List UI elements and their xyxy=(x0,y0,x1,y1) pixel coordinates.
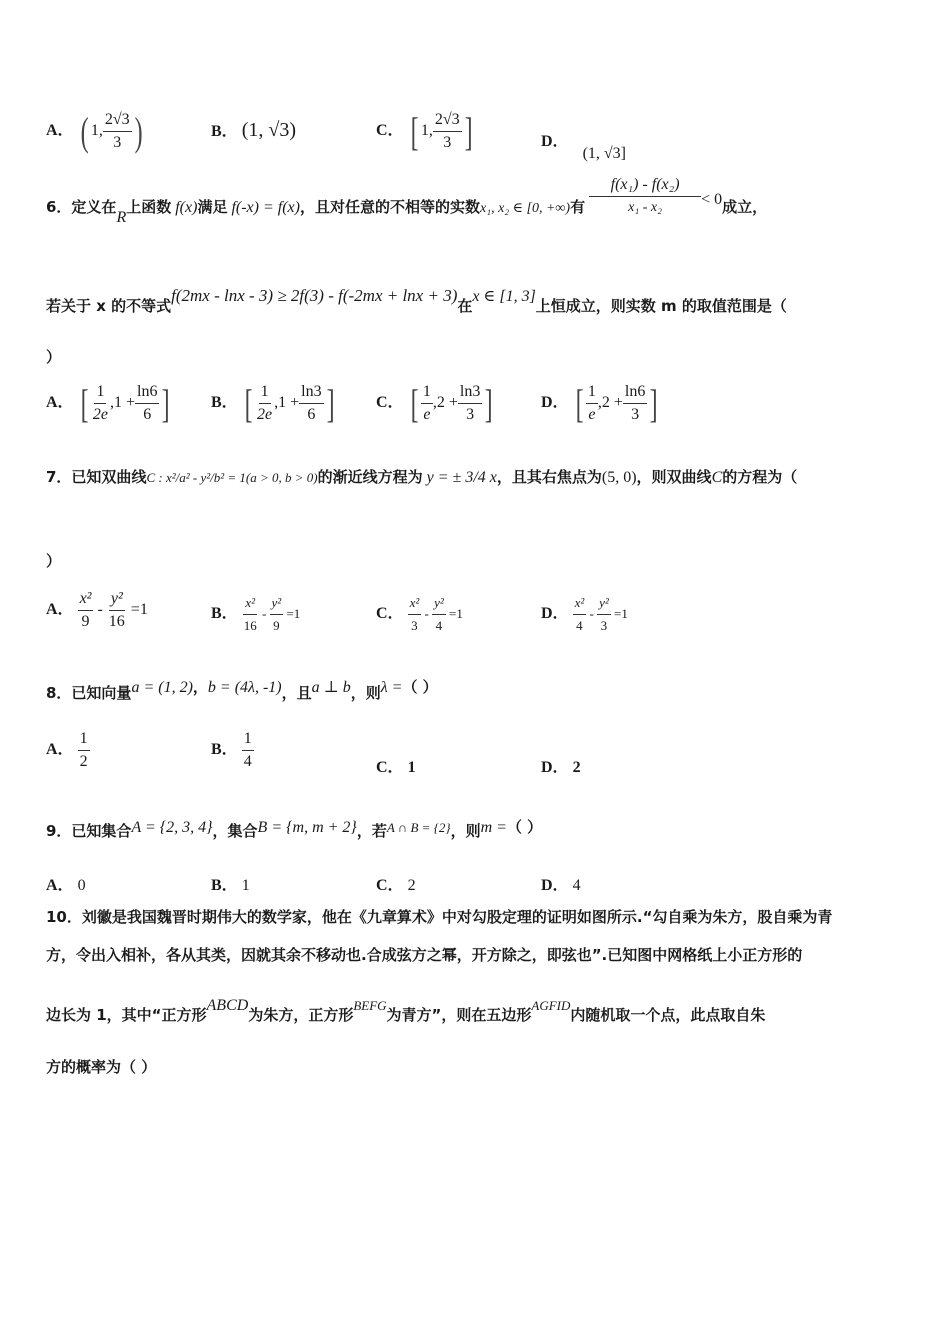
q10-AGFID: AGFID xyxy=(531,998,571,1013)
q9-text: ，集合 xyxy=(212,822,258,840)
q8-text: 8．已知向量 xyxy=(46,684,132,702)
q10-line1: 10．刘徽是我国魏晋时期伟大的数学家，他在《九章算术》中对勾股定理的证明如图所示.“勾自乘为朱方，股自乘为青 xyxy=(46,908,833,926)
q5-option-b: B． (1, √3) xyxy=(211,119,296,141)
q7-text: 7．已知双曲线 xyxy=(46,468,147,486)
q7-curve: C : x²/a² - y²/b² = 1(a > 0, b > 0) xyxy=(146,470,318,485)
q9-option-d xyxy=(541,872,581,895)
q9-setB: B = {m, m + 2} xyxy=(257,819,357,836)
q8-lambda: λ = xyxy=(380,679,403,696)
q10-text: 边长为 1，其中“正方形 xyxy=(46,1006,207,1024)
option-value: 1 xyxy=(407,759,416,776)
q6-interval: x ∈ [1, 3] xyxy=(472,288,536,305)
option-label: A． xyxy=(46,122,74,140)
q8-option-d xyxy=(541,754,581,777)
q7-text: ，且其右焦点为 xyxy=(496,468,602,486)
q6-fx: f(x) xyxy=(175,199,198,217)
q8-text: （ ） xyxy=(402,678,438,696)
q9-text: ，则 xyxy=(450,822,481,840)
q8-vector-a: a = (1, 2) xyxy=(131,679,193,696)
option-value: 0 xyxy=(77,877,86,894)
q6-text: 有 xyxy=(570,198,586,217)
option-label: B． xyxy=(211,123,238,140)
option-label: A． xyxy=(46,601,74,619)
q9-option-a xyxy=(46,872,86,895)
q9-option-b xyxy=(211,872,250,895)
option-label: A． xyxy=(46,394,74,412)
option-value: 1 xyxy=(241,877,250,894)
q6-text: 上恒成立，则实数 m 的取值范围是（ xyxy=(535,297,787,315)
q10-line3 xyxy=(46,994,766,1024)
q6-frac-num: f(x₁) - f(x₂) xyxy=(589,174,701,197)
q10-text: 为青方”，则在五边形 xyxy=(386,1006,532,1024)
q7-C: C xyxy=(711,469,723,486)
option-label: B． xyxy=(211,394,238,412)
q8-option-b: B． $\frac{1}{4}$ xyxy=(211,730,252,770)
q9-option-c xyxy=(376,872,416,895)
q10-line4: 方的概率为（ ） xyxy=(46,1058,157,1076)
q8-text: ，且 xyxy=(281,684,312,702)
option-label: D． xyxy=(541,605,569,623)
q7-option-b: B． $\frac{\text{x²}}{16}$ - $\frac{\text{y²}}{9}$ =1 xyxy=(211,592,300,637)
option-label: C． xyxy=(376,759,404,776)
q6-option-a: A． [ $\frac{1}{2e}$ ,1 + $\frac{\ln 6}{6}$ ] xyxy=(46,381,171,426)
q7-focus: (5, 0) xyxy=(601,469,637,486)
q9-line1 xyxy=(46,816,543,840)
option-label: C． xyxy=(376,877,404,894)
q5-option-d: D． (1, √3] xyxy=(541,133,626,162)
option-label: D． xyxy=(541,394,569,412)
option-label: C． xyxy=(376,122,404,140)
q7-option-a: A． $\frac{\text{x²}}{9}$ - $\frac{\text{y²}}{16}$ =1 xyxy=(46,590,148,630)
q8-text: ， xyxy=(192,678,208,696)
q9-text: （ ） xyxy=(506,818,543,836)
q9-setA: A = {2, 3, 4} xyxy=(131,819,213,836)
q8-vector-b: b = (4λ, -1) xyxy=(207,679,282,696)
q8-perp: a ⊥ b xyxy=(311,679,351,696)
q8-option-a: A． $\frac{1}{2}$ xyxy=(46,730,88,770)
option-value: 2 xyxy=(572,759,581,776)
q10-line2: 方，令出入相补，各从其类，因就其余不移动也.合成弦方之幂，开方除之，即弦也”.已知图中网格纸上小正方形的 xyxy=(46,946,803,964)
q6-line2 xyxy=(46,285,787,315)
q6-text: 6．定义在 xyxy=(46,198,117,217)
option-label: D． xyxy=(541,133,569,150)
q6-line3: ） xyxy=(46,348,62,366)
option-label: B． xyxy=(211,741,238,759)
q7-asymptote: y = ± 3/4 x xyxy=(426,469,497,486)
q10-BEFG: BEFG xyxy=(353,998,387,1013)
q6-option-c: C． [ $\frac{1}{e}$ ,2 + $\frac{\ln 3}{3}$ ] xyxy=(376,381,494,426)
option-label: A． xyxy=(46,877,74,894)
q6-inequality: f(2mx - lnx - 3) ≥ 2f(3) - f(-2mx + lnx + 3) xyxy=(171,286,458,305)
q7-option-d: D． $\frac{\text{x²}}{4}$ - $\frac{\text{y²}}{3}$ =1 xyxy=(541,592,628,637)
q6-text: 在 xyxy=(457,297,473,315)
q9-intersection: A ∩ B = {2} xyxy=(386,820,451,835)
q6-text: 若关于 x 的不等式 xyxy=(46,297,172,315)
option-label: D． xyxy=(541,877,569,894)
q10-ABCD: ABCD xyxy=(206,997,249,1014)
q6-lt: < 0 xyxy=(701,191,723,209)
q6-domain: x₁, x₂ ∈ [0, +∞) xyxy=(480,201,571,217)
q5-option-a: A． ( 1, $\frac{2√3}{3}$ ) xyxy=(46,109,143,154)
q9-text: ，若 xyxy=(356,822,387,840)
q9-text: 9．已知集合 xyxy=(46,822,132,840)
option-label: B． xyxy=(211,877,238,894)
q6-frac-den: x₁ - x₂ xyxy=(628,200,662,215)
q6-fraction xyxy=(589,174,701,219)
q6-line1 xyxy=(46,176,768,231)
q7-text: 的方程为（ xyxy=(722,468,798,486)
option-label: C． xyxy=(376,394,404,412)
q8-text: ，则 xyxy=(350,684,381,702)
q6-text: 上函数 xyxy=(126,198,172,217)
q7-line2: ） xyxy=(46,552,62,570)
option-label: A． xyxy=(46,741,74,759)
q6-option-b: B． [ $\frac{1}{2e}$ ,1 + $\frac{\ln 3}{6}$ ] xyxy=(211,381,335,426)
q7-option-c: C． $\frac{\text{x²}}{3}$ - $\frac{\text{y²}}{4}$ =1 xyxy=(376,592,463,637)
option-label: B． xyxy=(211,605,238,623)
option-value: 4 xyxy=(572,877,581,894)
q7-line1 xyxy=(46,466,797,487)
q6-R: R xyxy=(116,209,127,227)
q7-text: 的渐近线方程为 xyxy=(317,468,423,486)
q9-m: m = xyxy=(480,819,507,836)
q6-text: 成立， xyxy=(722,198,768,217)
q6-even-eq: f(-x) = f(x) xyxy=(231,199,300,217)
q6-text: 满足 xyxy=(197,198,228,217)
option-value: 2 xyxy=(407,877,416,894)
q7-text: ，则双曲线 xyxy=(636,468,712,486)
q8-line1 xyxy=(46,676,438,702)
q6-text: ，且对任意的不相等的实数 xyxy=(299,198,480,217)
option-label: D． xyxy=(541,759,569,776)
option-label: C． xyxy=(376,605,404,623)
q10-text: 为朱方，正方形 xyxy=(248,1006,354,1024)
q6-option-d: D． [ $\frac{1}{e}$ ,2 + $\frac{\ln 6}{3}$ ] xyxy=(541,381,659,426)
q5-option-c: C． [ 1, $\frac{2√3}{3}$ ] xyxy=(376,109,473,154)
q8-option-c xyxy=(376,754,416,777)
q10-text: 内随机取一个点，此点取自朱 xyxy=(570,1006,766,1024)
